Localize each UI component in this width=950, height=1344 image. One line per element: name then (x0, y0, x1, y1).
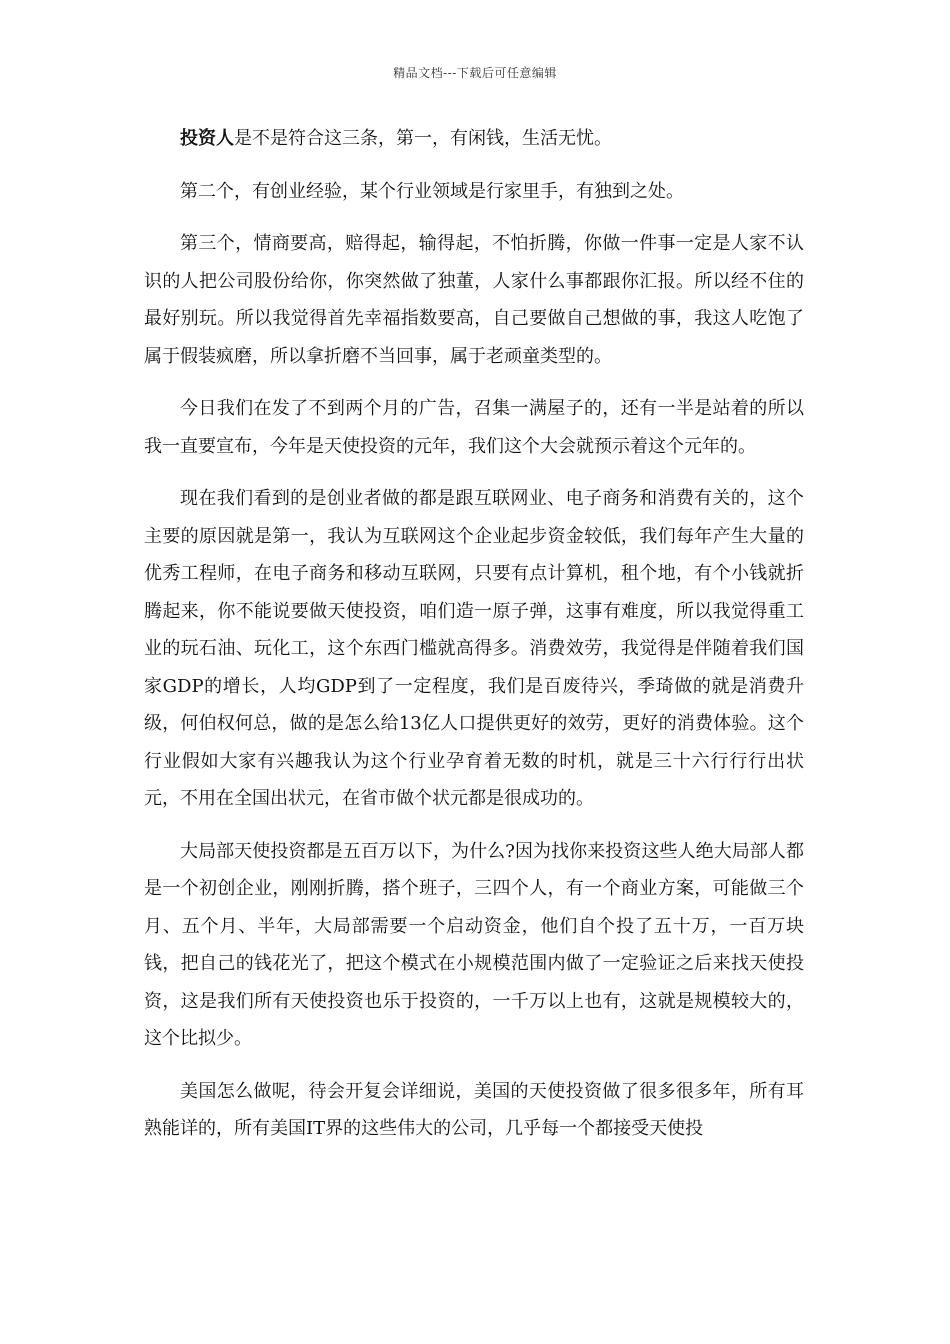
page-header: 精品文档---下载后可任意编辑 (393, 66, 557, 80)
paragraph-3: 第三个，情商要高，赔得起，输得起，不怕折腾，你做一件事一定是人家不认识的人把公司股份给你，你突然做了独董，人家什么事都跟你汇报。所以经不住的最好别玩。所以我觉得首先幸福指数要高，自己要做自己想做的事，我这人吃饱了属于假装疯磨，所以拿折磨不当回事，属于老顽童类型的。 (144, 233, 804, 367)
paragraph-7: 美国怎么做呢，待会开复会详细说，美国的天使投资做了很多很多年，所有耳熟能详的，所有美国IT界的这些伟大的公司，几乎每一个都接受天使投 (144, 1080, 804, 1139)
paragraph-1 (144, 120, 804, 158)
document-body (144, 120, 804, 1163)
paragraph-lead-bold: 投资人 (180, 128, 234, 149)
paragraph-6: 大局部天使投资都是五百万以下，为什么?因为找你来投资这些人绝大局部人都是一个初创企业，刚刚折腾，搭个班子，三四个人，有一个商业方案，可能做三个月、五个月、半年，大局部需要一个启动资金，他们自个投了五十万，一百万块钱，把自己的钱花光了，把这个模式在小规模范围内做了一定验证之后来找天使投资，这是我们所有天使投资也乐于投资的，一千万以上也有，这就是规模较大的，这个比拟少。 (144, 840, 804, 1049)
paragraph-2: 第二个，有创业经验，某个行业领域是行家里手，有独到之处。 (180, 180, 684, 202)
paragraph-4: 今日我们在发了不到两个月的广告，召集一满屋子的，还有一半是站着的所以我一直要宣布，今年是天使投资的元年，我们这个大会就预示着这个元年的。 (144, 398, 804, 457)
paragraph-text: 是不是符合这三条，第一，有闲钱，生活无忧。 (234, 128, 612, 149)
paragraph-5: 现在我们看到的是创业者做的都是跟互联网业、电子商务和消费有关的，这个主要的原因就是第一，我认为互联网这个企业起步资金较低，我们每年产生大量的优秀工程师，在电子商务和移动互联网，只要有点计算机，租个地，有个小钱就折腾起来，你不能说要做天使投资，咱们造一原子弹，这事有难度，所以我觉得重工业的玩石油、玩化工，这个东西门槛就高得多。消费效劳，我觉得是伴随着我们国家GDP的增长，人均GDP到了一定程度，我们是百废待兴，季琦做的就是消费升级，何伯权何总，做的是怎么给13亿人口提供更好的效劳，更好的消费体验。这个行业假如大家有兴趣我认为这个行业孕育着无数的时机，就是三十六行行行出状元，不用在全国出状元，在省市做个状元都是很成功的。 (144, 488, 804, 809)
